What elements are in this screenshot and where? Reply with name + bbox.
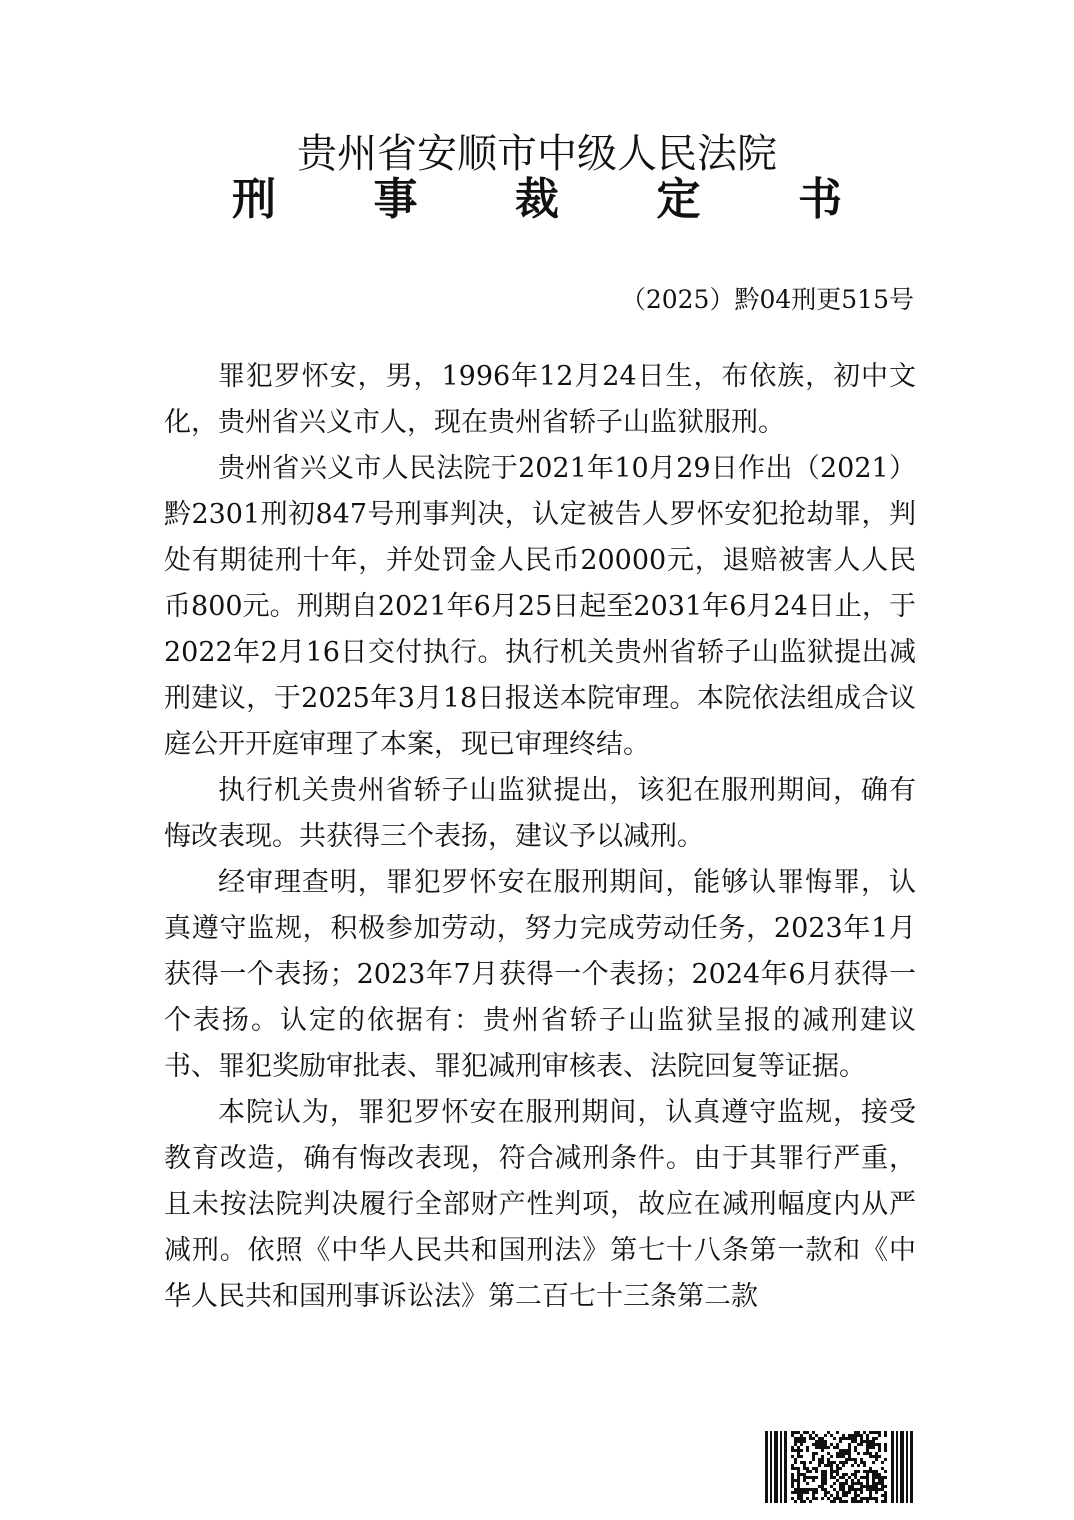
paragraph-original-judgment: 贵州省兴义市人民法院于2021年10月29日作出（2021）黔2301刑初847号刑事判决，认定被告人罗怀安犯抢劫罪，判处有期徒刑十年，并处罚金人民币20000元，退赔被害人人民币800元。刑期自2021年6月25日起至2031年6月24日止，于2022年2月16日交付执行。执行机关贵州省轿子山监狱提出减刑建议，于2025年3月18日报送本院审理。本院依法组成合议庭公开开庭审理了本案，现已审理终结。 bbox=[164, 453, 916, 760]
document-body bbox=[164, 354, 916, 1320]
document-type-title bbox=[232, 172, 842, 228]
court-name: 贵州省安顺市中级人民法院 bbox=[297, 131, 777, 177]
doc-type-char: 书 bbox=[798, 174, 842, 225]
qr-code-icon bbox=[765, 1431, 913, 1503]
doc-type-char: 定 bbox=[656, 174, 701, 225]
case-number: （2025）黔04刑更515号 bbox=[620, 285, 914, 314]
doc-type-char: 刑 bbox=[232, 174, 276, 225]
doc-type-char: 裁 bbox=[515, 174, 559, 225]
paragraph-court-opinion: 本院认为，罪犯罗怀安在服刑期间，认真遵守监规，接受教育改造，确有悔改表现，符合减刑条件。由于其罪行严重，且未按法院判决履行全部财产性判项，故应在减刑幅度内从严减刑。依照《中华人民共和国刑法》第七十八条第一款和《中华人民共和国刑事诉讼法》第二百七十三条第二款 bbox=[164, 1097, 916, 1312]
paragraph-defendant-info: 罪犯罗怀安，男，1996年12月24日生，布依族，初中文化，贵州省兴义市人，现在贵州省轿子山监狱服刑。 bbox=[164, 361, 916, 438]
paragraph-prison-proposal: 执行机关贵州省轿子山监狱提出，该犯在服刑期间，确有悔改表现。共获得三个表扬，建议予以减刑。 bbox=[164, 775, 916, 852]
doc-type-char: 事 bbox=[373, 174, 418, 225]
paragraph-findings: 经审理查明，罪犯罗怀安在服刑期间，能够认罪悔罪，认真遵守监规，积极参加劳动，努力完成劳动任务，2023年1月获得一个表扬；2023年7月获得一个表扬；2024年6月获得一个表扬。认定的依据有：贵州省轿子山监狱呈报的减刑建议书、罪犯奖励审批表、罪犯减刑审核表、法院回复等证据。 bbox=[164, 867, 916, 1082]
